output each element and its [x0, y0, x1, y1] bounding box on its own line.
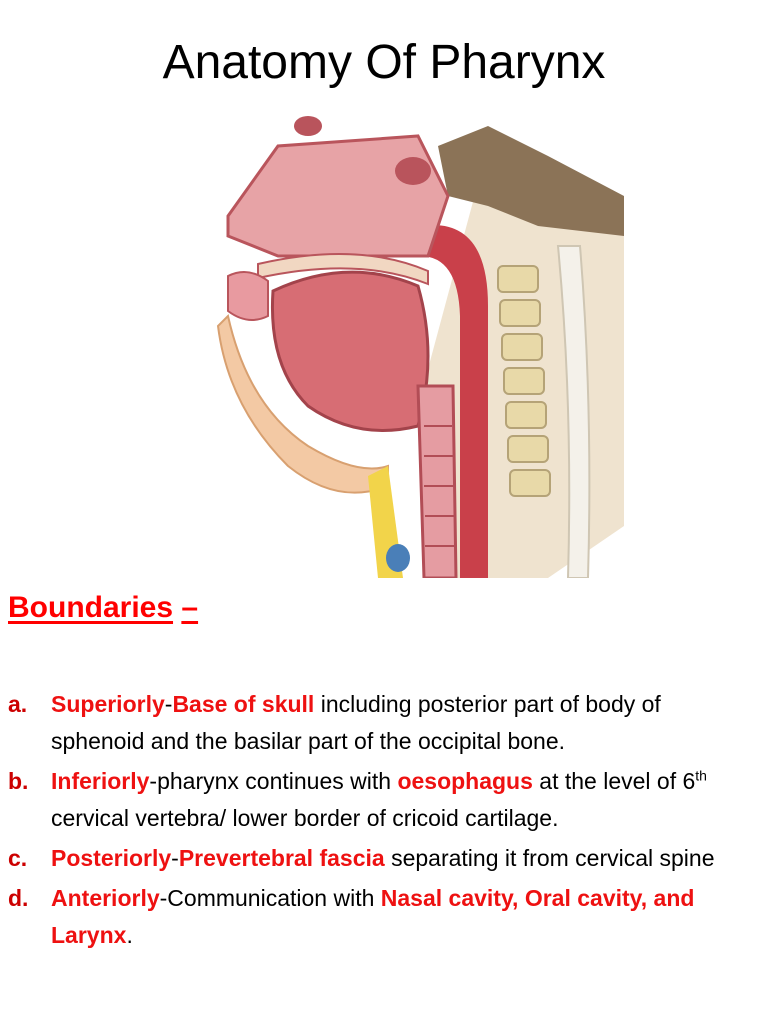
boundary-description: -pharynx continues with [149, 768, 398, 794]
list-marker: a. [8, 691, 28, 717]
boundary-highlight: Base of skull [172, 691, 315, 717]
nasal-cavity [228, 136, 448, 256]
vertebra [506, 402, 546, 428]
boundaries-heading [8, 586, 198, 630]
list-item [8, 880, 760, 954]
list-item [8, 686, 760, 760]
list-marker: c. [8, 845, 28, 871]
pharynx-anatomy-illustration [188, 106, 624, 578]
boundary-description: separating it from cervical spine [384, 845, 715, 871]
boundaries-heading-text: Boundaries [8, 591, 174, 624]
slide-title: Anatomy Of Pharynx [162, 36, 606, 89]
boundary-highlight: Nasal cavity, Oral cavity, and Larynx [51, 885, 695, 948]
boundary-description: cervical vertebra/ lower border of cricoid cartilage. [51, 805, 559, 831]
vertebra [510, 470, 550, 496]
boundary-term: Superiorly [51, 691, 165, 717]
larynx [418, 386, 456, 578]
boundary-description: at the level of 6 [532, 768, 696, 794]
pharynx-sagittal-section-icon [188, 106, 624, 578]
boundaries-heading-dash: – [181, 591, 199, 624]
vertebra [500, 300, 540, 326]
list-item [8, 763, 760, 837]
boundary-term: Posteriorly [51, 845, 172, 871]
boundary-description: including posterior part of body of sphenoid and the basilar part of the occipital bone. [51, 691, 661, 754]
list-marker: d. [8, 885, 29, 911]
boundary-highlight: Prevertebral fascia [178, 845, 385, 871]
vertebra [508, 436, 548, 462]
tongue [272, 272, 428, 430]
boundary-term: Anteriorly [51, 885, 160, 911]
separator: - [164, 691, 173, 717]
lips [228, 272, 268, 320]
frontal-sinus [294, 116, 322, 136]
list-marker: b. [8, 768, 29, 794]
boundary-highlight: oesophagus [397, 768, 533, 794]
vertebra [504, 368, 544, 394]
boundary-description: . [126, 922, 133, 948]
skull-base-shape [438, 126, 624, 236]
sphenoid-sinus [395, 157, 431, 185]
boundaries-list [8, 686, 760, 957]
thyroid-gland [386, 544, 410, 572]
list-item [8, 840, 760, 877]
separator: - [171, 845, 179, 871]
superscript: th [695, 767, 707, 784]
vertebra [498, 266, 538, 292]
vertebra [502, 334, 542, 360]
boundary-term: Inferiorly [51, 768, 150, 794]
boundary-description: -Communication with [159, 885, 381, 911]
